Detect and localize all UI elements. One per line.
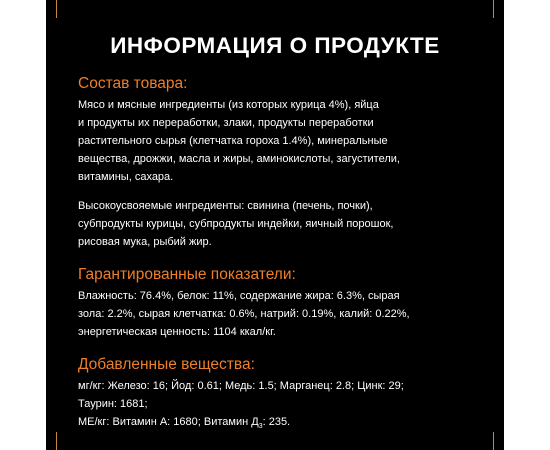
additives-line: мг/кг: Железо: 16; Йод: 0.61; Медь: 1.5; Марганец: 2.8; Цинк: 29; bbox=[78, 380, 404, 392]
section-spacer bbox=[78, 341, 488, 355]
guaranteed-analysis-line: Влажность: 76.4%, белок: 11%, содержание жира: 6.3%, сырая bbox=[78, 290, 400, 302]
protein-ingredients-line: рисовая мука, рыбий жир. bbox=[78, 236, 212, 248]
frame-corner-bottom-right bbox=[493, 432, 494, 450]
frame-corner-bottom-left bbox=[56, 432, 57, 450]
frame-corner-top-right bbox=[493, 0, 494, 18]
guaranteed-analysis-heading: Гарантированные показатели: bbox=[78, 266, 296, 283]
vitamins-line-prefix: МЕ/кг: Витамин А: 1680; Витамин Д bbox=[78, 416, 259, 428]
composition-heading: Состав товара: bbox=[78, 75, 188, 92]
composition-line: витамины, сахара. bbox=[78, 171, 174, 183]
guaranteed-analysis-line: энергетическая ценность: 1104 ккал/кг. bbox=[78, 326, 276, 338]
product-info-content bbox=[78, 74, 488, 433]
frame-corner-top-left bbox=[56, 0, 57, 18]
composition-line: Мясо и мясные ингредиенты (из которых курица 4%), яйца bbox=[78, 99, 379, 111]
section-spacer bbox=[78, 251, 488, 265]
protein-ingredients-line: субпродукты курицы, субпродукты индейки, яичный порошок, bbox=[78, 218, 394, 230]
protein-ingredients-line: Высокоусвояемые ингредиенты: свинина (печень, почки), bbox=[78, 200, 373, 212]
vitamins-line bbox=[78, 413, 488, 433]
product-info-panel bbox=[46, 0, 504, 450]
composition-line: вещества, дрожжи, масла и жиры, аминокислоты, загустители, bbox=[78, 153, 400, 165]
composition-line: и продукты их переработки, злаки, продукты переработки bbox=[78, 117, 374, 129]
composition-line: растительного сырья (клетчатка гороха 1.4%), минеральные bbox=[78, 135, 388, 147]
vitamins-line-suffix: : 235. bbox=[262, 416, 291, 428]
page-title: ИНФОРМАЦИЯ О ПРОДУКТЕ bbox=[110, 33, 440, 58]
guaranteed-analysis-line: зола: 2.2%, сырая клетчатка: 0.6%, натрий: 0.19%, калий: 0.22%, bbox=[78, 308, 410, 320]
additives-heading: Добавленные вещества: bbox=[78, 356, 255, 373]
paragraph-spacer bbox=[78, 186, 488, 197]
vitamin-d-subscript: 3 bbox=[258, 423, 263, 430]
additives-line: Таурин: 1681; bbox=[78, 398, 148, 410]
